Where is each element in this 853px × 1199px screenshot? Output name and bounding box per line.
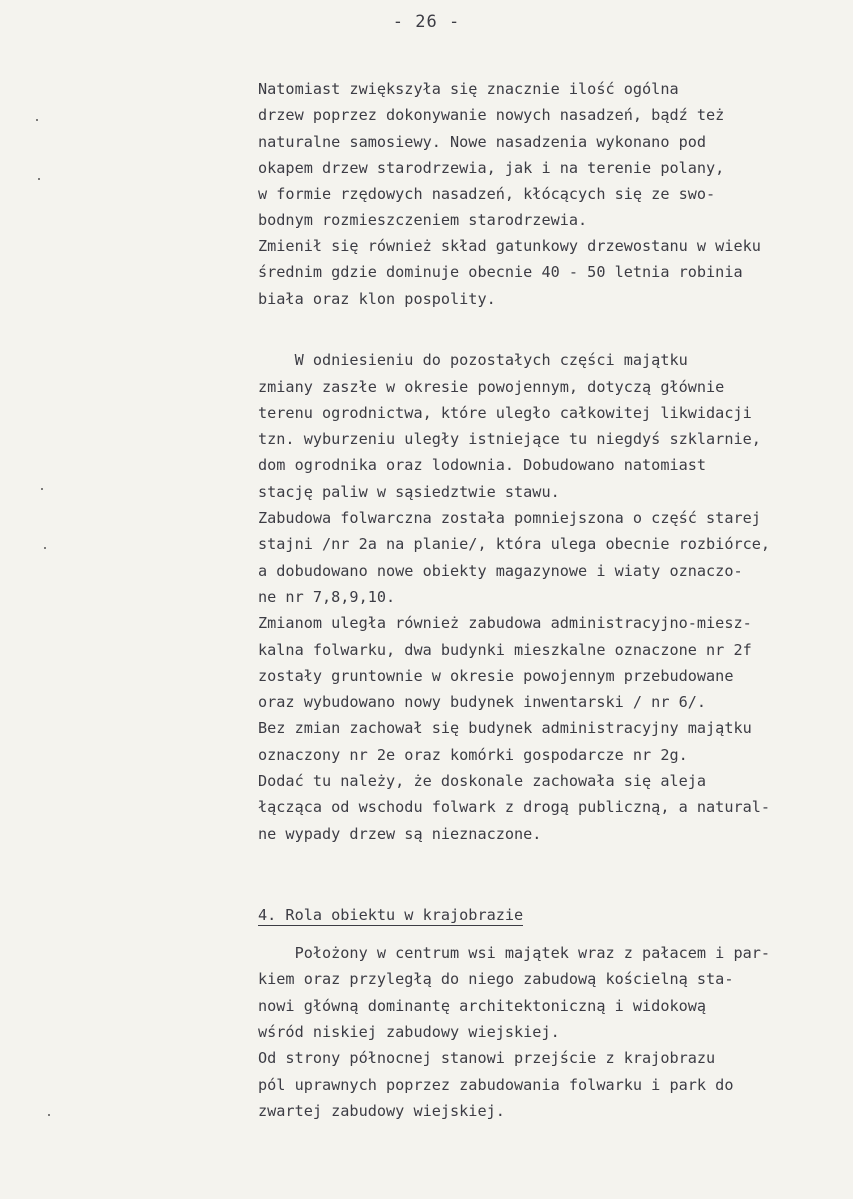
- text-line: średnim gdzie dominuje obecnie 40 - 50 letnia robinia: [258, 263, 743, 281]
- text-line: okapem drzew starodrzewia, jak i na terenie polany,: [258, 159, 725, 177]
- text-line: zmiany zaszłe w okresie powojennym, dotyczą głównie: [258, 378, 725, 396]
- text-line: Natomiast zwiększyła się znacznie ilość ogólna: [258, 80, 679, 98]
- text-line: biała oraz klon pospolity.: [258, 290, 496, 308]
- text-line: Zmianom uległa również zabudowa administracyjno-miesz-: [258, 614, 752, 632]
- text-line: bodnym rozmieszczeniem starodrzewia.: [258, 211, 588, 229]
- text-line: oraz wybudowano nowy budynek inwentarski / nr 6/.: [258, 693, 707, 711]
- text-line: w formie rzędowych nasadzeń, kłócących się ze swo-: [258, 185, 716, 203]
- text-line: kalna folwarku, dwa budynki mieszkalne oznaczone nr 2f: [258, 641, 752, 659]
- text-line: Dodać tu należy, że doskonale zachowała się aleja: [258, 772, 707, 790]
- page-number: - 26 -: [392, 12, 461, 32]
- text-line: ne wypady drzew są nieznaczone.: [258, 825, 542, 843]
- text-line: kiem oraz przyległą do niego zabudową kościelną sta-: [258, 970, 734, 988]
- text-line: naturalne samosiewy. Nowe nasadzenia wykonano pod: [258, 133, 707, 151]
- text-line: W odniesieniu do pozostałych części majątku: [258, 351, 688, 369]
- text-line: drzew poprzez dokonywanie nowych nasadzeń, bądź też: [258, 106, 725, 124]
- text-line: nowi główną dominantę architektoniczną i widokową: [258, 997, 707, 1015]
- scan-speck: [41, 488, 43, 490]
- text-line: Zmienił się również skład gatunkowy drzewostanu w wieku: [258, 237, 761, 255]
- text-line: pól uprawnych poprzez zabudowania folwarku i park do: [258, 1076, 734, 1094]
- text-line: łącząca od wschodu folwark z drogą publiczną, a natural-: [258, 798, 771, 816]
- scan-speck: [38, 178, 40, 180]
- text-line: Położony w centrum wsi majątek wraz z pałacem i par-: [258, 944, 771, 962]
- text-line: stację paliw w sąsiedztwie stawu.: [258, 483, 560, 501]
- text-line: zostały gruntownie w okresie powojennym przebudowane: [258, 667, 734, 685]
- text-line: zwartej zabudowy wiejskiej.: [258, 1102, 505, 1120]
- scan-speck: [36, 119, 38, 121]
- text-line: Od strony północnej stanowi przejście z krajobrazu: [258, 1049, 716, 1067]
- text-line: oznaczony nr 2e oraz komórki gospodarcze nr 2g.: [258, 746, 688, 764]
- text-line: ne nr 7,8,9,10.: [258, 588, 396, 606]
- text-line: Zabudowa folwarczna została pomniejszona o część starej: [258, 509, 761, 527]
- text-line: tzn. wyburzeniu uległy istniejące tu niegdyś szklarnie,: [258, 430, 761, 448]
- section-heading: 4. Rola obiektu w krajobrazie: [258, 906, 524, 924]
- text-line: terenu ogrodnictwa, które uległo całkowitej likwidacji: [258, 404, 752, 422]
- text-line: Bez zmian zachował się budynek administracyjny majątku: [258, 719, 752, 737]
- text-line: a dobudowano nowe obiekty magazynowe i wiaty oznaczo-: [258, 562, 743, 580]
- text-line: stajni /nr 2a na planie/, która ulega obecnie rozbiórce,: [258, 535, 771, 553]
- scan-speck: [44, 547, 46, 549]
- scan-speck: [48, 1114, 50, 1116]
- text-line: wśród niskiej zabudowy wiejskiej.: [258, 1023, 560, 1041]
- text-line: dom ogrodnika oraz lodownia. Dobudowano natomiast: [258, 456, 707, 474]
